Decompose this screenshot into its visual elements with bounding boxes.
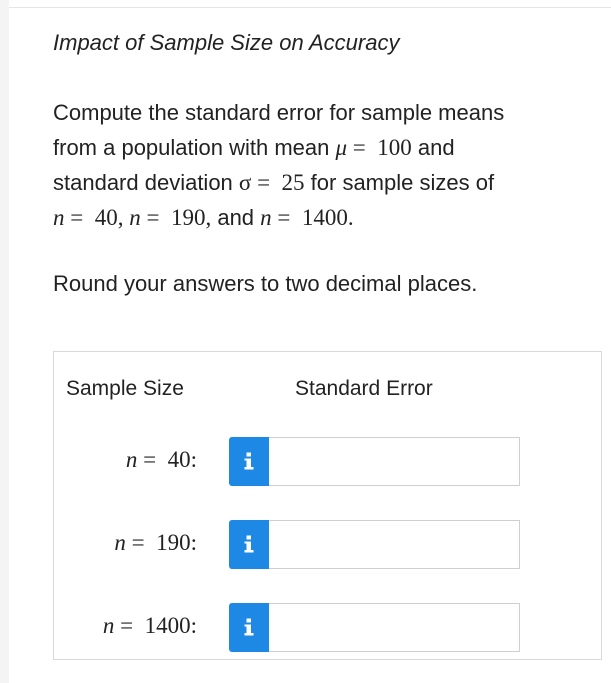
equals-sign: = <box>146 205 160 230</box>
sd-expression <box>239 170 305 195</box>
equals-sign: = <box>277 205 291 230</box>
rounding-instruction: Round your answers to two decimal places. <box>53 271 478 296</box>
left-gutter <box>0 0 9 683</box>
prompt-text: from a population with mean <box>53 135 336 160</box>
prompt-text: for sample sizes of <box>304 170 495 195</box>
mu-symbol: μ <box>335 135 348 160</box>
info-button[interactable] <box>229 603 269 652</box>
equals-sign: = <box>70 205 84 230</box>
prompt-text: Compute the standard error for sample means <box>53 100 505 125</box>
standard-error-input-n1400[interactable] <box>269 603 520 652</box>
standard-error-input-n40[interactable] <box>269 437 520 486</box>
equals-sign: = <box>120 613 134 638</box>
prompt-text: and <box>211 205 261 230</box>
sigma-symbol: σ <box>238 170 252 195</box>
sample-size-expression <box>260 205 353 230</box>
mean-expression <box>336 135 412 160</box>
row-label <box>114 530 197 556</box>
question-panel <box>9 8 611 683</box>
n-symbol: n <box>125 447 138 472</box>
answer-table <box>53 351 602 660</box>
equals-sign: = <box>143 447 157 472</box>
n-symbol: n <box>102 613 115 638</box>
prompt-line-2 <box>53 130 573 165</box>
info-button[interactable] <box>229 520 269 569</box>
column-header-standard-error: Standard Error <box>295 377 433 400</box>
n-symbol: n <box>129 205 141 230</box>
sample-size-expression <box>53 205 211 230</box>
sample-size-value: 40: <box>167 447 197 472</box>
equals-sign: = <box>352 135 366 160</box>
info-icon <box>243 452 255 470</box>
sample-size-value: 1400: <box>144 613 197 638</box>
prompt-line-3 <box>53 165 573 200</box>
row-label <box>103 613 197 639</box>
n2-value: 190, <box>170 205 212 230</box>
column-header-sample-size: Sample Size <box>66 377 184 400</box>
info-icon <box>243 618 255 636</box>
row-label <box>126 447 197 473</box>
equals-sign: = <box>131 530 145 555</box>
mean-value: 100 <box>377 135 412 160</box>
answer-row <box>54 602 601 654</box>
n3-value: 1400. <box>301 205 354 230</box>
info-button[interactable] <box>229 437 269 486</box>
n-symbol: n <box>53 205 65 230</box>
prompt-text: and <box>411 135 455 160</box>
standard-error-input-n190[interactable] <box>269 520 520 569</box>
prompt-line-4 <box>53 200 573 235</box>
prompt-text: standard deviation <box>53 170 239 195</box>
sd-value: 25 <box>281 170 305 195</box>
question-title: Impact of Sample Size on Accuracy <box>53 30 400 55</box>
sample-size-value: 190: <box>156 530 197 555</box>
equals-sign: = <box>257 170 271 195</box>
n-symbol: n <box>260 205 272 230</box>
n-symbol: n <box>114 530 126 555</box>
question-prompt <box>53 95 573 235</box>
answer-row <box>54 519 601 571</box>
prompt-line-1 <box>53 95 573 130</box>
n1-value: 40, <box>94 205 124 230</box>
answer-row <box>54 436 601 488</box>
info-icon <box>243 535 255 553</box>
